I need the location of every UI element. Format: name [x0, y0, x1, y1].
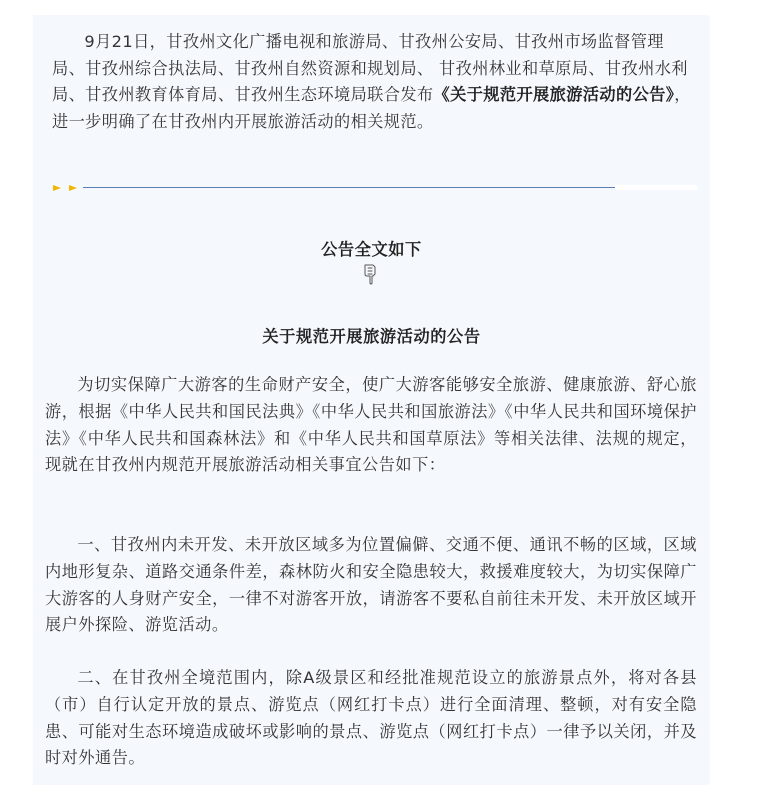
arrow-right-icon	[53, 185, 61, 191]
notice-paragraph: 二、在甘孜州全境范围内，除A级景区和经批准规范设立的旅游景点外，将对各县（市）自行认定开放的景点、游览点（网红打卡点）进行全面清理、整顿，对有安全隐患、可能对生态环境造成破坏或影响的景点、游览点（网红打卡点）一律予以关闭，并及时对外通告。	[45, 668, 697, 768]
full-text-heading: 公告全文如下	[321, 240, 422, 259]
notice-paragraph: 为切实保障广大游客的生命财产安全，使广大游客能够安全旅游、健康旅游、舒心旅游，根据《中华人民共和国民法典》《中华人民共和国旅游法》《中华人民共和国环境保护法》《中华人民共和国森林法》和《中华人民共和国草原法》等相关法律、法规的规定，现就在甘孜州内规范开展旅游活动相关事宜公告如下：	[45, 375, 697, 475]
intro-text-suffix: ，进一步明确了在甘孜州内开展旅游活动的相关规范。	[52, 85, 691, 131]
notice-paragraph: 一、甘孜州内未开发、未开放区域多为位置偏僻、交通不便、通讯不畅的区域，区域内地形复杂、道路交通条件差，森林防火和安全隐患较大，救援难度较大，为切实保障广大游客的人身财产安全，一律不对游客开放，请游客不要私自前往未开发、未开放区域开展户外探险、游览活动。	[45, 535, 697, 635]
notice-title: 关于规范开展旅游活动的公告	[262, 327, 481, 346]
arrow-right-icon	[69, 185, 77, 191]
hand-pointing-down-icon	[361, 263, 381, 285]
divider-line	[83, 187, 615, 188]
section-divider	[51, 176, 697, 200]
intro-paragraph	[52, 29, 696, 135]
notice-title-reference: 《关于规范开展旅游活动的公告》	[433, 85, 675, 104]
intro-text-prefix: 9月21日，甘孜州文化广播电视和旅游局、甘孜州公安局、甘孜州市场监督管理局、甘孜州综合执法局、甘孜州自然资源和规划局、 甘孜州林业和草原局、甘孜州水利局、甘孜州教育体育局、甘孜州生态环境局联合发布	[52, 32, 688, 104]
divider-highlight	[615, 185, 697, 190]
